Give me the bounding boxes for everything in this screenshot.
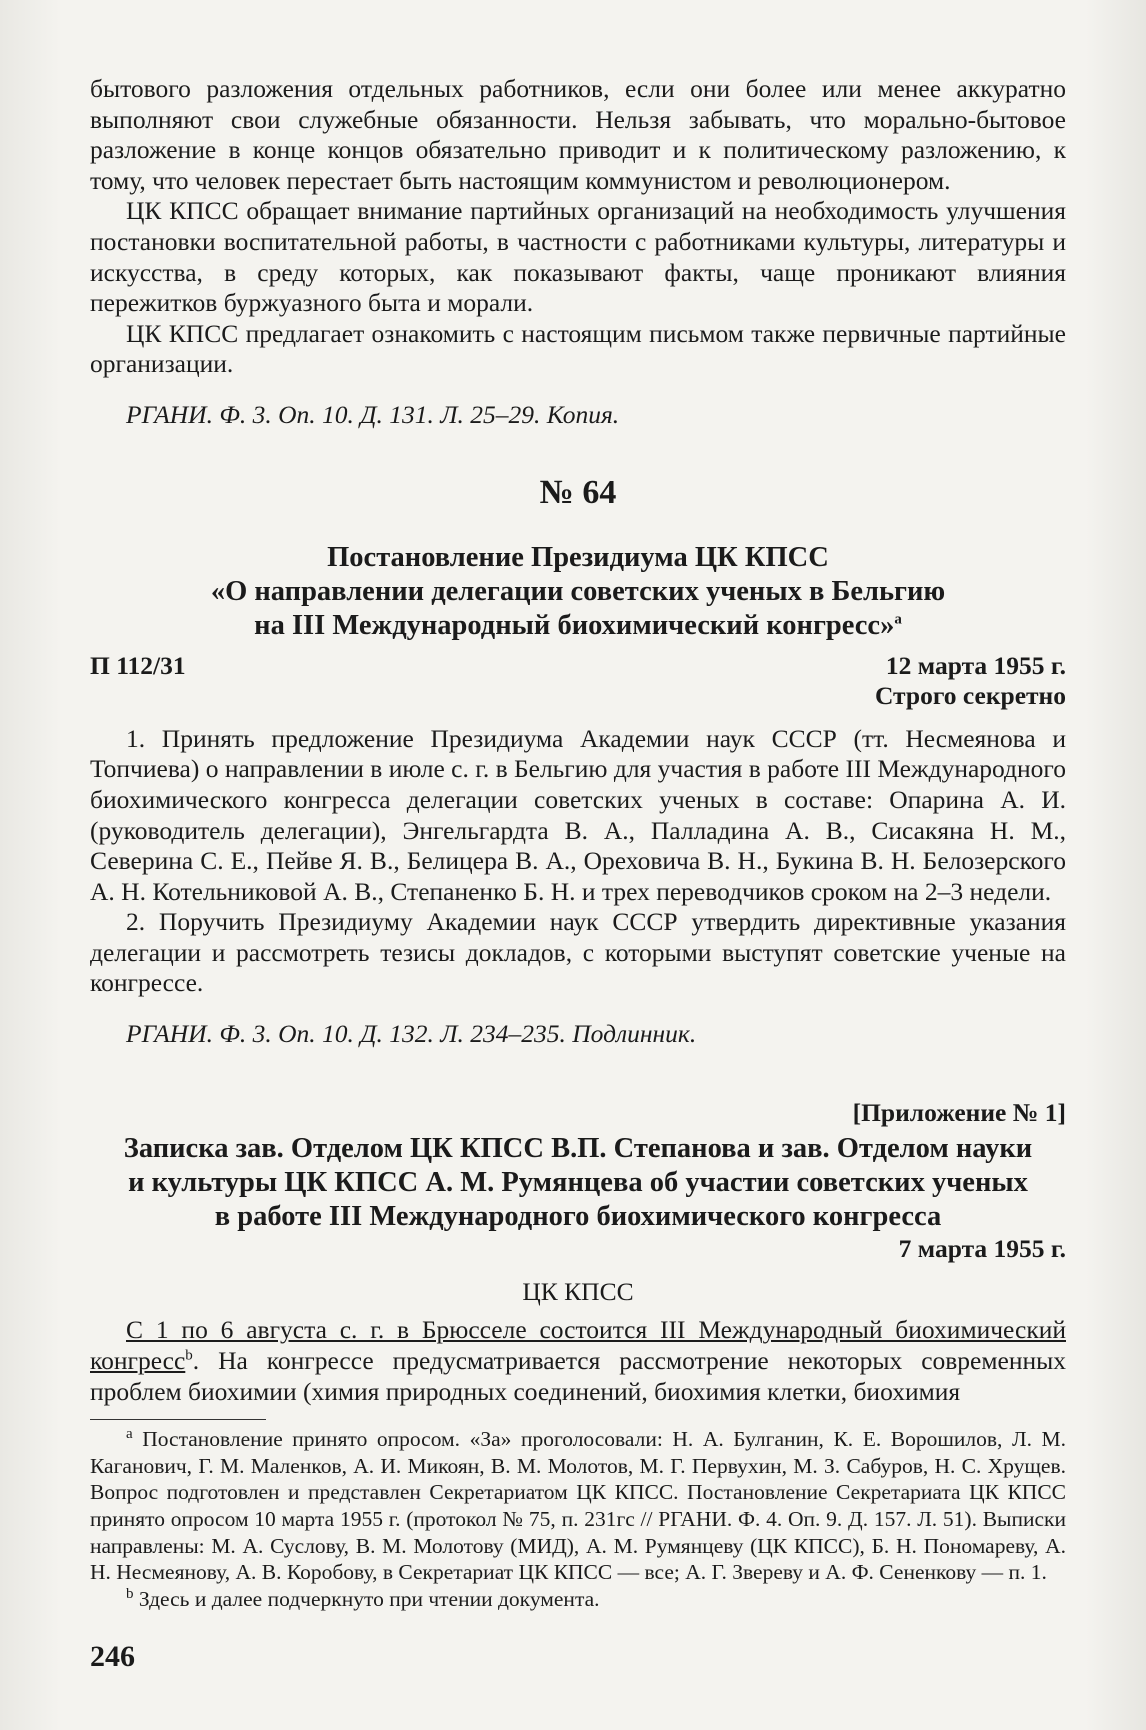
- footnote-divider: [90, 1419, 266, 1420]
- appendix-title-line-2: и культуры ЦК КПСС А. М. Румянцева об участии советских ученых: [128, 1167, 1028, 1199]
- archive-source-1: РГАНИ. Ф. 3. Оп. 10. Д. 131. Л. 25–29. Копия.: [126, 399, 620, 429]
- footnote-b-mark: b: [126, 1585, 134, 1602]
- paragraph-attention: ЦК КПСС обращает внимание партийных организаций на необходимость улучшения постановки воспитательной работы, в частности с работниками культуры, литературы и искусства, в среду которых, как показывают факты, чаще проникают влияния пережитков буржуазного быта и морали.: [90, 196, 1066, 318]
- resolution-item-2: 2. Поручить Президиуму Академии наук СССР утвердить директивные указания делегации и рассмотреть тезисы докладов, с которыми выступят советские ученые на конгрессе.: [90, 907, 1066, 998]
- footnote-ref-a: a: [894, 611, 902, 628]
- classification-stamp: Строго секретно: [874, 681, 1066, 711]
- appendix-label: [Приложение № 1]: [852, 1097, 1066, 1127]
- footnote-b-text: Здесь и далее подчеркнуто при чтении документа.: [138, 1586, 600, 1611]
- footnote-a-mark: a: [126, 1426, 133, 1443]
- document-title: [90, 541, 1066, 643]
- paragraph-continuation: бытового разложения отдельных работников, если они более или менее аккуратно выполняют свои служебные обязанности. Нельзя забывать, что морально-бытовое разложение в конце концов обязательно приводит и к политическому разложению, к тому, что человек перестает быть настоящим коммунистом и революционером.: [90, 74, 1066, 195]
- paragraph-proposal: ЦК КПСС предлагает ознакомить с настоящим письмом также первичные партийные организации.: [90, 318, 1066, 379]
- footnote-a-text: Постановление принято опросом. «За» проголосовали: Н. А. Булганин, К. Е. Ворошилов, Л. М. Каганович, Г. М. Маленков, А. И. Микоян, В. М. Молотов, М. Г. Первухин, М. З. Сабуров, Н. С. Хрущев. Вопрос подготовлен и представлен Секретариатом ЦК КПСС. Постановление Секретариата ЦК КПСС принято опросом 10 марта 1955 г. (протокол № 75, п. 231гс // РГАНИ. Ф. 4. Оп. 9. Д. 157. Л. 51). Выписки направлены: М. А. Суслову, В. М. Молотову (МИД), А. М. Румянцеву (ЦК КПСС), Б. Н. Пономареву, А. Н. Несмеянову, А. В. Коробову, в Секретариат ЦК КПСС — все; А. Г. Звереву и А. Ф. Сененкову — п. 1.: [90, 1427, 1066, 1585]
- appendix-title: [90, 1132, 1066, 1234]
- footnote-b: [90, 1586, 1066, 1613]
- appendix-title-line-3: в работе III Международного биохимического конгресса: [214, 1201, 942, 1233]
- footnotes: [90, 1426, 1066, 1612]
- protocol-ref: П 112/31: [90, 650, 186, 680]
- document-number: № 64: [539, 473, 617, 511]
- appendix-title-line-1: Записка зав. Отделом ЦК КПСС В.П. Степанова и зав. Отделом науки: [123, 1133, 1033, 1165]
- archive-source-2: РГАНИ. Ф. 3. Оп. 10. Д. 132. Л. 234–235. Подлинник.: [126, 1019, 697, 1049]
- document-meta: [90, 651, 1066, 682]
- page-number: 246: [90, 1640, 135, 1673]
- appendix-paragraph: [90, 1315, 1066, 1407]
- appendix-paragraph-rest: . На конгрессе предусматривается рассмотрение некоторых современных проблем биохимии (химия природных соединений, биохимия клетки, биохимия: [90, 1346, 1066, 1406]
- page-content: [90, 74, 1066, 1612]
- appendix-date: 7 марта 1955 г.: [898, 1234, 1066, 1264]
- title-line-3: [90, 609, 1066, 643]
- title-line-2: «О направлении делегации советских ученых в Бельгию: [210, 575, 946, 607]
- title-line-1: Постановление Президиума ЦК КПСС: [327, 541, 829, 573]
- underlined-text: С 1 по 6 августа с. г. в Брюсселе состоится III Международный биохимический конгресс: [90, 1315, 1066, 1376]
- addressee: ЦК КПСС: [522, 1276, 634, 1306]
- footnote-a: [90, 1426, 1066, 1586]
- document-date: 12 марта 1955 г.: [885, 650, 1066, 680]
- resolution-item-1: 1. Принять предложение Президиума Академии наук СССР (тт. Несмеянова и Топчиева) о направлении в июле с. г. в Бельгию для участия в работе III Международного биохимического конгресса делегации советских ученых в составе: Опарина А. И. (руководитель делегации), Энгельгардта В. А., Палладина А. В., Сисакяна Н. М., Северина С. Е., Пейве Я. В., Белицера В. А., Ореховича В. Н., Букина В. Н. Белозерского А. Н. Котельниковой А. В., Степаненко Б. Н. и трех переводчиков сроком на 2–3 недели.: [90, 723, 1066, 906]
- title-line-3-text: на III Международный биохимический конгресс»: [254, 609, 895, 641]
- footnote-ref-b: b: [185, 1347, 193, 1364]
